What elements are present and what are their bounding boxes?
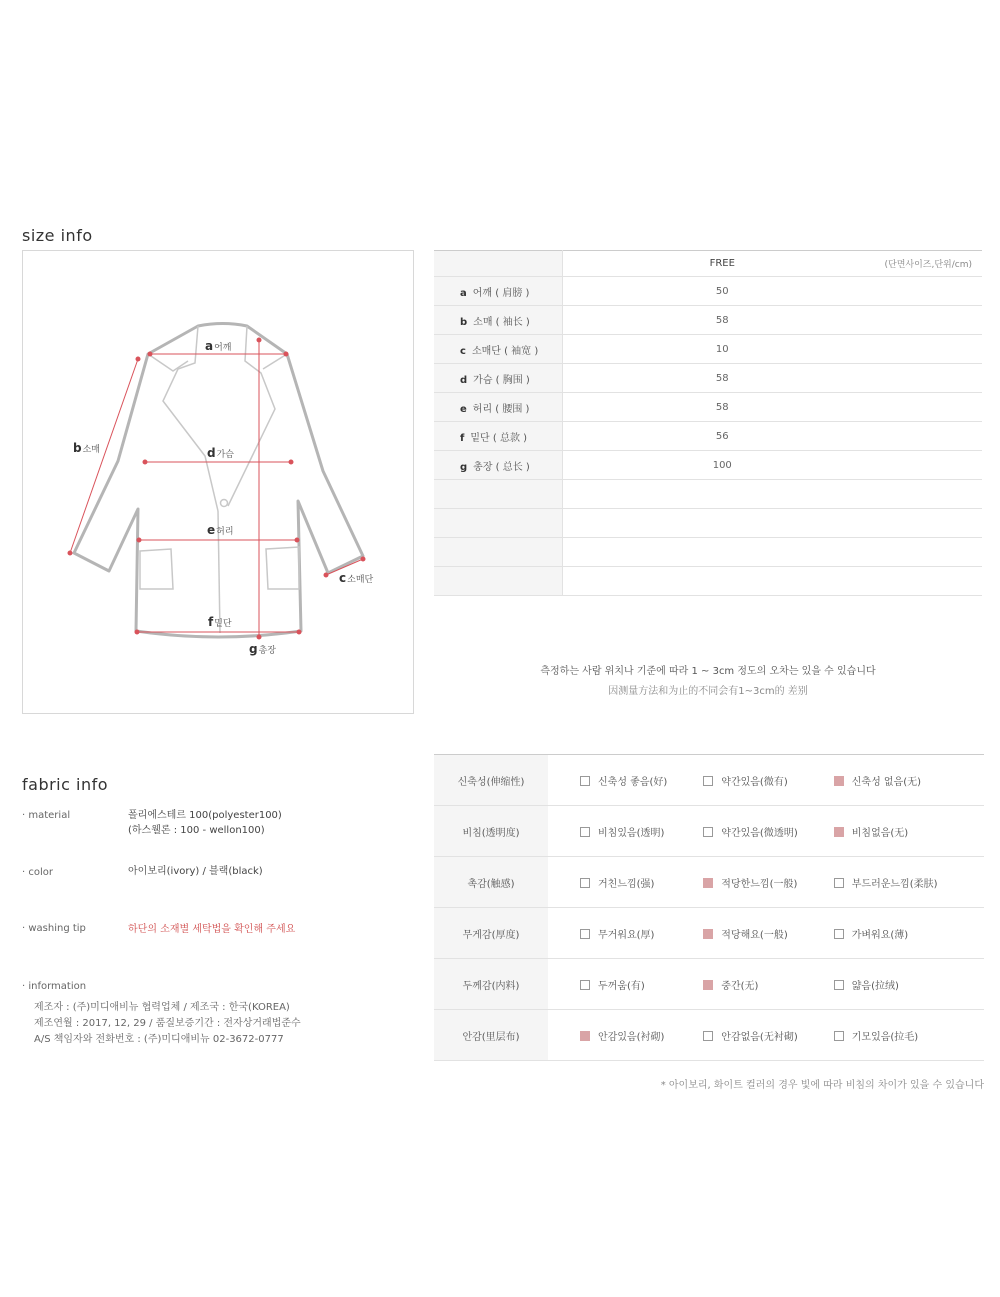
option-label: 신축성 좋음(好) xyxy=(598,776,668,788)
empty-row xyxy=(434,480,982,509)
row-label: 소매단 ( 袖宽 ) xyxy=(471,345,539,357)
label-b: b소매 xyxy=(73,441,100,455)
fabric-property-row xyxy=(434,959,984,1010)
label-f: f밑단 xyxy=(208,615,232,629)
property-option xyxy=(667,857,797,908)
property-label: 촉감(触感) xyxy=(434,857,548,908)
property-option xyxy=(548,806,667,857)
option-label: 기모있음(拉毛) xyxy=(851,1031,919,1043)
coat-diagram xyxy=(22,250,414,714)
info-date: 제조연월 : 2017, 12, 29 / 품질보증기간 : 전자상거래법준수 xyxy=(34,1018,301,1029)
property-option xyxy=(798,806,984,857)
fabric-property-row xyxy=(434,908,984,959)
measure-note-cn: 因测量方法和为止的不同会有1~3cm的 差别 xyxy=(608,686,808,697)
size-table-header xyxy=(434,251,982,277)
size-row xyxy=(434,306,982,335)
checked-box-icon xyxy=(580,1031,590,1041)
collar-right xyxy=(228,326,275,506)
material-label: · material xyxy=(22,810,71,821)
unchecked-box-icon xyxy=(580,827,590,837)
fabric-property-row xyxy=(434,857,984,908)
option-label: 중간(无) xyxy=(721,980,759,992)
option-label: 비침있음(透明) xyxy=(598,827,665,839)
row-value: 58 xyxy=(562,306,982,335)
property-option xyxy=(798,755,984,806)
lapel-left xyxy=(148,354,188,371)
size-table-corner xyxy=(434,251,562,277)
unchecked-box-icon xyxy=(703,776,713,786)
color-footnote: * 아이보리, 화이트 컬러의 경우 빛에 따라 비침의 차이가 있을 수 있습니다 xyxy=(660,1080,984,1091)
option-label: 신축성 없음(无) xyxy=(851,776,922,788)
property-option xyxy=(548,959,667,1010)
property-option xyxy=(667,806,797,857)
washing-tip-value: 하단의 소재별 세탁법을 확인해 주세요 xyxy=(128,924,296,935)
option-label: 안감없음(无衬砌) xyxy=(721,1031,798,1043)
row-letter: g xyxy=(460,461,468,473)
label-a: a어깨 xyxy=(205,339,232,353)
unchecked-box-icon xyxy=(580,980,590,990)
option-label: 무거워요(厚) xyxy=(598,929,655,941)
unchecked-box-icon xyxy=(834,878,844,888)
information-label: · information xyxy=(22,981,87,992)
pocket-left xyxy=(140,549,173,589)
checked-box-icon xyxy=(703,980,713,990)
checked-box-icon xyxy=(834,776,844,786)
size-row xyxy=(434,393,982,422)
row-letter: d xyxy=(460,374,468,386)
property-option xyxy=(798,959,984,1010)
row-label: 가슴 ( 胸围 ) xyxy=(473,374,530,386)
fabric-property-table xyxy=(434,754,984,1061)
lapel-right xyxy=(263,354,287,369)
option-label: 안감있음(衬砌) xyxy=(598,1031,665,1043)
property-option xyxy=(548,755,667,806)
row-label: 어깨 ( 肩膀 ) xyxy=(472,287,530,299)
property-option xyxy=(798,1010,984,1061)
size-info-title: size info xyxy=(22,226,93,245)
color-label: · color xyxy=(22,867,53,878)
fabric-property-row xyxy=(434,1010,984,1061)
row-value: 100 xyxy=(562,451,982,480)
unchecked-box-icon xyxy=(834,1031,844,1041)
size-table xyxy=(434,250,982,596)
pocket-right xyxy=(266,547,299,589)
option-label: 적당한느낌(一般) xyxy=(721,878,798,890)
coat-button xyxy=(221,500,228,507)
option-label: 적당해요(一般) xyxy=(721,929,788,941)
property-label: 신축성(伸缩性) xyxy=(434,755,548,806)
size-row xyxy=(434,335,982,364)
coat-illustration xyxy=(23,251,415,715)
option-label: 약간있음(微透明) xyxy=(721,827,798,839)
property-option xyxy=(667,959,797,1010)
fabric-info-title: fabric info xyxy=(22,775,109,794)
row-value: 10 xyxy=(562,335,982,364)
label-e: e허리 xyxy=(207,523,234,537)
fabric-property-row xyxy=(434,806,984,857)
row-letter: b xyxy=(460,316,468,328)
property-option xyxy=(798,857,984,908)
property-option xyxy=(548,908,667,959)
checked-box-icon xyxy=(703,929,713,939)
property-label: 비침(透明度) xyxy=(434,806,548,857)
row-value: 50 xyxy=(562,277,982,306)
size-column-header: FREE xyxy=(709,258,735,269)
unchecked-box-icon xyxy=(834,980,844,990)
label-g: g총장 xyxy=(249,642,276,656)
unchecked-box-icon xyxy=(580,878,590,888)
property-option xyxy=(667,755,797,806)
unchecked-box-icon xyxy=(580,776,590,786)
property-label: 두께감(内料) xyxy=(434,959,548,1010)
option-label: 거친느낌(强) xyxy=(598,878,655,890)
row-value: 58 xyxy=(562,364,982,393)
material-line-2: (하스웰론 : 100 - wellon100) xyxy=(128,825,265,836)
property-option xyxy=(667,1010,797,1061)
property-label: 무게감(厚度) xyxy=(434,908,548,959)
checked-box-icon xyxy=(703,878,713,888)
row-label: 소매 ( 袖长 ) xyxy=(473,316,530,328)
color-value: 아이보리(ivory) / 블랙(black) xyxy=(128,866,263,877)
row-label: 총장 ( 总长 ) xyxy=(473,461,530,473)
measure-note-ko: 측정하는 사람 위치나 기준에 따라 1 ~ 3cm 정도의 오차는 있을 수 있습니다 xyxy=(540,666,876,677)
empty-row xyxy=(434,538,982,567)
unchecked-box-icon xyxy=(580,929,590,939)
row-value: 58 xyxy=(562,393,982,422)
information-block xyxy=(34,1000,301,1048)
option-label: 얇음(拉绒) xyxy=(851,980,899,992)
property-option xyxy=(667,908,797,959)
material-line-1: 폴리에스테르 100(polyester100) xyxy=(128,810,282,821)
property-label: 안감(里层布) xyxy=(434,1010,548,1061)
label-d: d가슴 xyxy=(207,446,234,460)
row-label: 허리 ( 腰围 ) xyxy=(472,403,530,415)
row-letter: f xyxy=(460,432,465,444)
info-manufacturer: 제조자 : (주)미디애비뉴 협력업체 / 제조국 : 한국(KOREA) xyxy=(34,1002,290,1013)
empty-row xyxy=(434,509,982,538)
size-row xyxy=(434,422,982,451)
option-label: 부드러운느낌(柔肤) xyxy=(851,878,938,890)
material-value xyxy=(128,808,282,838)
row-value: 56 xyxy=(562,422,982,451)
property-option xyxy=(798,908,984,959)
empty-row xyxy=(434,567,982,596)
coat-outline xyxy=(74,324,363,638)
size-row xyxy=(434,451,982,480)
size-row xyxy=(434,277,982,306)
unchecked-box-icon xyxy=(834,929,844,939)
row-letter: c xyxy=(460,345,466,357)
unchecked-box-icon xyxy=(703,1031,713,1041)
info-as-contact: A/S 책임자와 전화번호 : (주)미디애비뉴 02-3672-0777 xyxy=(34,1034,284,1045)
option-label: 가벼워요(薄) xyxy=(851,929,909,941)
fabric-property-row xyxy=(434,755,984,806)
option-label: 두꺼움(有) xyxy=(598,980,645,992)
measure-b-line xyxy=(70,359,138,553)
checked-box-icon xyxy=(834,827,844,837)
row-letter: e xyxy=(460,403,467,415)
row-letter: a xyxy=(460,287,467,299)
size-row xyxy=(434,364,982,393)
washing-tip-label: · washing tip xyxy=(22,923,86,934)
option-label: 약간있음(微有) xyxy=(721,776,788,788)
option-label: 비침없음(无) xyxy=(851,827,909,839)
row-label: 밑단 ( 总款 ) xyxy=(470,432,528,444)
unchecked-box-icon xyxy=(703,827,713,837)
property-option xyxy=(548,1010,667,1061)
unit-note: (단면사이즈,단위/cm) xyxy=(884,260,972,270)
property-option xyxy=(548,857,667,908)
label-c: c소매단 xyxy=(339,571,374,585)
